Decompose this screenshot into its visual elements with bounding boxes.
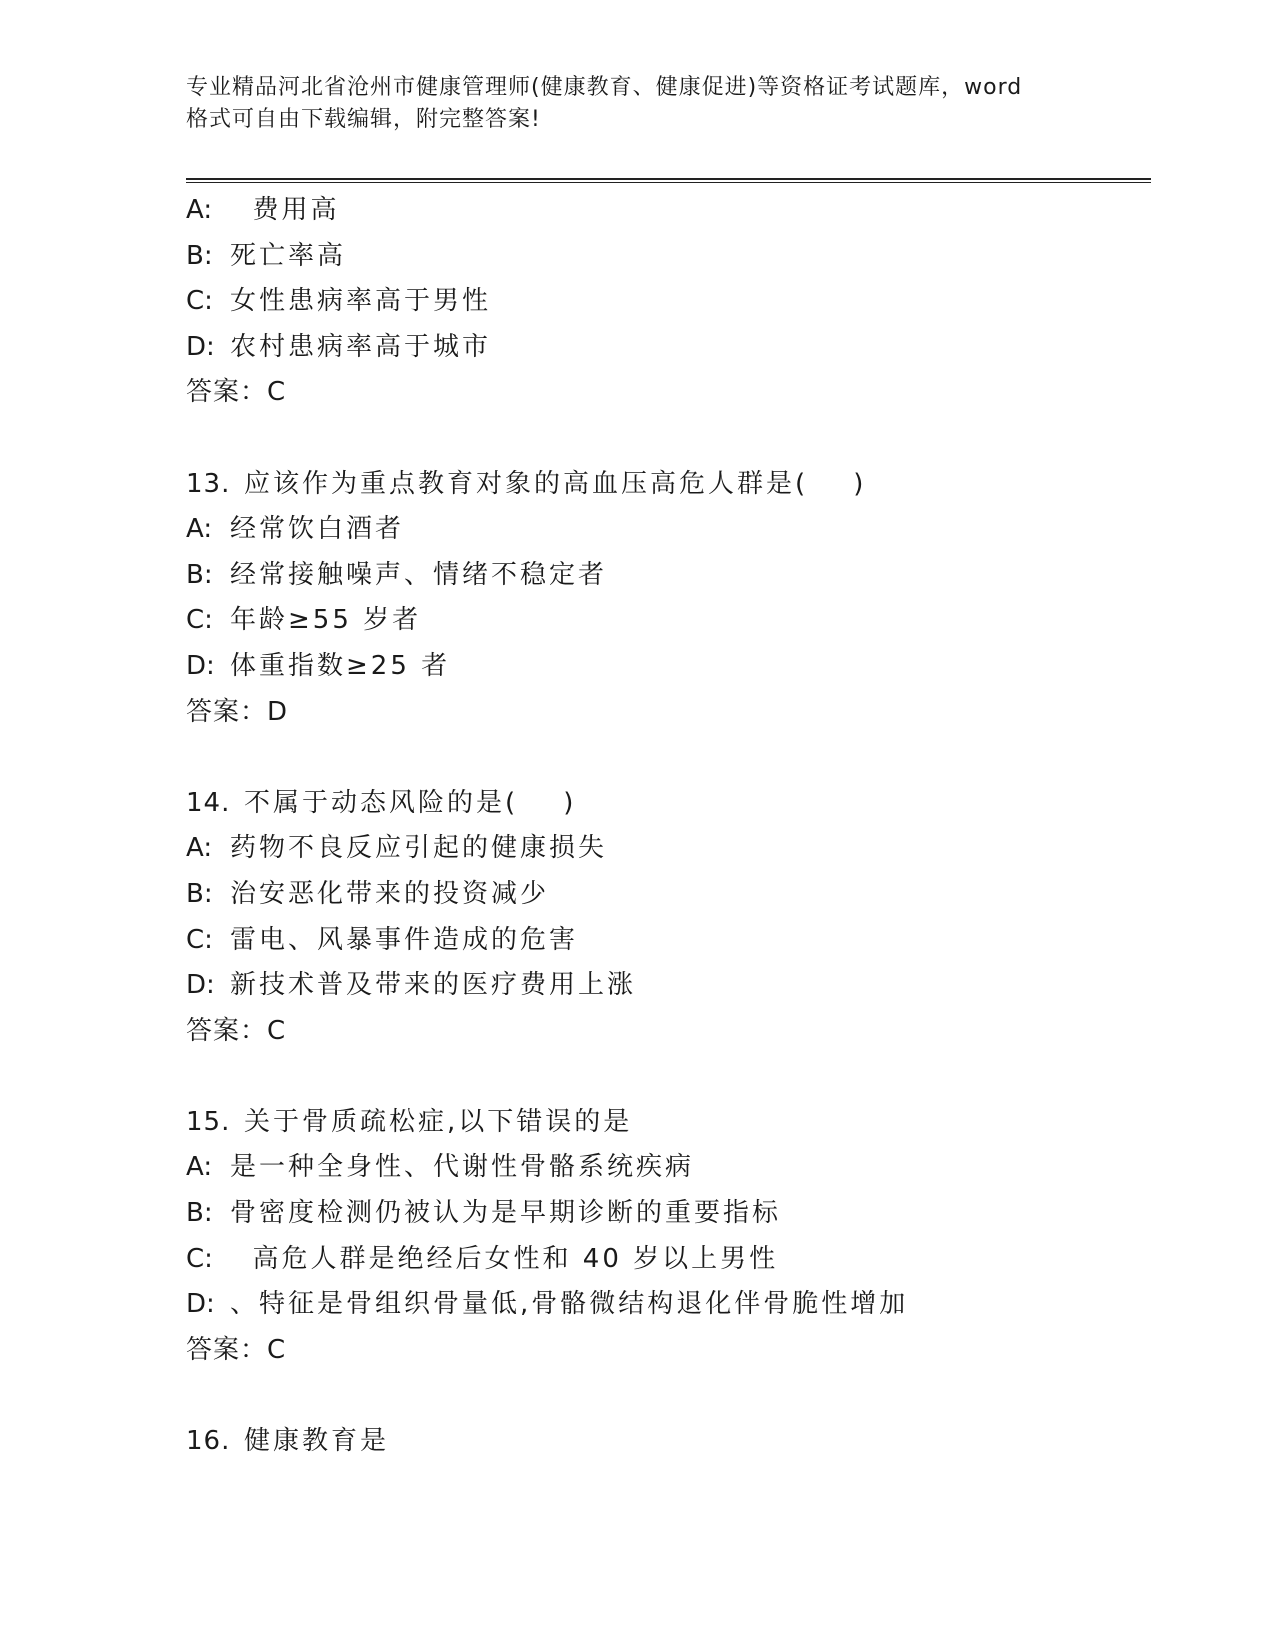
block-spacer — [186, 416, 1151, 462]
option-text: 女性患病率高于男性 — [230, 286, 492, 317]
question-stem — [186, 1419, 1151, 1465]
question-number: 16. — [186, 1426, 231, 1457]
question-text: 关于骨质疏松症,以下错误的是 — [244, 1106, 633, 1137]
header-divider — [186, 178, 1151, 183]
option-text: 费用高 — [230, 195, 340, 225]
answer-line — [186, 1009, 1151, 1055]
option-label: A: — [186, 514, 213, 545]
question-block — [186, 1419, 1151, 1465]
option-text: 高危人群是绝经后女性和 40 岁以上男性 — [230, 1243, 779, 1274]
question-number: 15. — [186, 1106, 231, 1137]
question-number: 13. — [186, 468, 231, 499]
option-text: 新技术普及带来的医疗费用上涨 — [230, 970, 637, 1001]
block-spacer — [186, 735, 1151, 781]
option-row — [186, 918, 1151, 964]
option-row — [186, 279, 1151, 325]
option-row — [186, 553, 1151, 599]
option-text: 年龄≥55 岁者 — [230, 605, 422, 636]
option-text: 经常饮白酒者 — [230, 514, 405, 545]
option-row — [186, 598, 1151, 644]
question-number: 14. — [186, 787, 231, 818]
option-row — [186, 325, 1151, 371]
answer-line — [186, 690, 1151, 736]
option-row — [186, 188, 1151, 234]
option-label: B: — [186, 240, 213, 271]
option-text: 药物不良反应引起的健康损失 — [230, 833, 608, 864]
option-text: 农村患病率高于城市 — [230, 331, 492, 362]
question-stem — [186, 781, 1151, 827]
document-header — [186, 72, 1086, 136]
header-line-2: 格式可自由下载编辑，附完整答案! — [186, 107, 541, 132]
answer-value: D — [267, 696, 289, 727]
question-block — [186, 781, 1151, 1055]
option-text: 雷电、风暴事件造成的危害 — [230, 924, 579, 955]
option-label: B: — [186, 1198, 213, 1229]
option-row — [186, 1237, 1151, 1283]
question-text: 应该作为重点教育对象的高血压高危人群是( ) — [244, 468, 867, 499]
answer-label: 答案： — [186, 1015, 268, 1046]
answer-value: C — [267, 1334, 287, 1365]
option-label: C: — [186, 1243, 213, 1274]
option-text: 体重指数≥25 者 — [230, 650, 451, 681]
question-block — [186, 1100, 1151, 1374]
block-spacer — [186, 1373, 1151, 1419]
answer-line — [186, 370, 1151, 416]
option-row — [186, 963, 1151, 1009]
question-text: 不属于动态风险的是( ) — [244, 787, 577, 818]
question-stem — [186, 1100, 1151, 1146]
option-row — [186, 872, 1151, 918]
question-text: 健康教育是 — [244, 1426, 390, 1457]
option-row — [186, 1191, 1151, 1237]
option-row — [186, 826, 1151, 872]
block-spacer — [186, 1054, 1151, 1100]
option-label: D: — [186, 331, 215, 362]
question-block — [186, 462, 1151, 736]
option-text: 死亡率高 — [230, 240, 347, 271]
option-label: D: — [186, 970, 215, 1001]
header-line-1: 专业精品河北省沧州市健康管理师(健康教育、健康促进)等资格证考试题库，word — [186, 75, 1023, 100]
option-label: C: — [186, 286, 213, 317]
option-label: D: — [186, 1289, 215, 1320]
option-row — [186, 1145, 1151, 1191]
option-text: 治安恶化带来的投资减少 — [230, 878, 550, 909]
option-label: B: — [186, 559, 213, 590]
answer-value: C — [267, 1015, 287, 1046]
question-list — [186, 188, 1151, 1465]
option-row — [186, 1282, 1151, 1328]
option-text: 骨密度检测仍被认为是早期诊断的重要指标 — [230, 1198, 782, 1229]
option-text: 、特征是骨组织骨量低,骨骼微结构退化伴骨脆性增加 — [230, 1289, 909, 1320]
option-label: A: — [186, 833, 213, 864]
answer-value: C — [267, 377, 287, 408]
option-label: D: — [186, 650, 215, 681]
answer-label: 答案： — [186, 377, 268, 408]
option-row — [186, 507, 1151, 553]
question-stem — [186, 462, 1151, 508]
answer-label: 答案： — [186, 1334, 268, 1365]
option-row — [186, 644, 1151, 690]
option-label: A: — [186, 195, 213, 225]
option-label: B: — [186, 878, 213, 909]
option-text: 是一种全身性、代谢性骨骼系统疾病 — [230, 1152, 695, 1183]
option-row — [186, 234, 1151, 280]
option-label: C: — [186, 924, 213, 955]
answer-label: 答案： — [186, 696, 268, 727]
question-block — [186, 188, 1151, 416]
option-label: C: — [186, 605, 213, 636]
option-text: 经常接触噪声、情绪不稳定者 — [230, 559, 608, 590]
option-label: A: — [186, 1152, 213, 1183]
answer-line — [186, 1328, 1151, 1374]
